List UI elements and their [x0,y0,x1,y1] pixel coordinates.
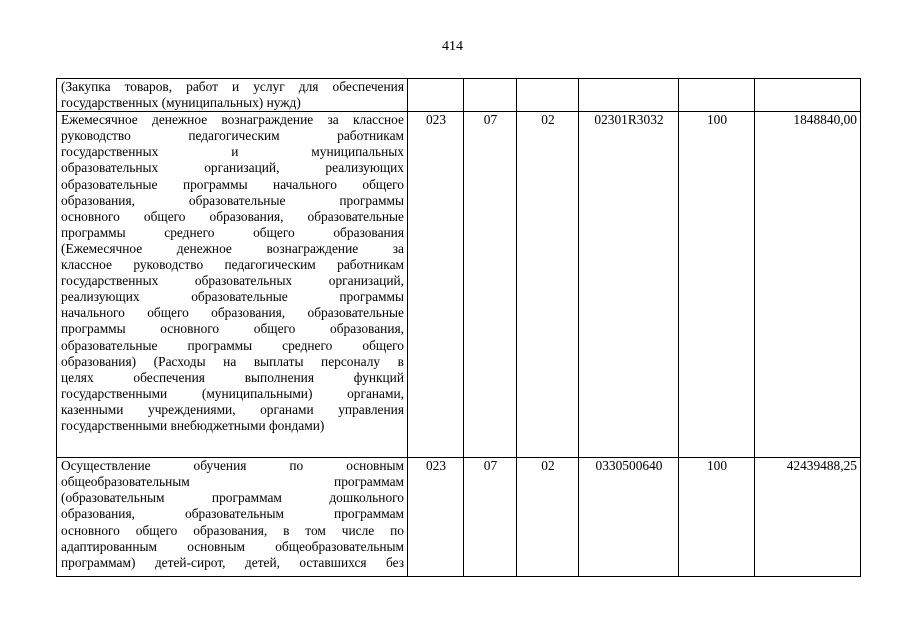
table-row [57,458,861,577]
amount-cell: 1848840,00 [755,112,861,458]
amount-cell [755,79,861,112]
description-line: целях обеспечения выполнения функций [61,369,404,385]
description-line: руководство педагогическим работникам [61,128,404,144]
section-cell: 07 [464,112,517,458]
description-cell [57,112,408,458]
description-line: государственными внебюджетными фондами) [61,417,325,433]
description-line: образования, образовательные программы [61,192,404,208]
description-cell [57,79,408,112]
description-line: основного общего образования, в том числе по [61,522,404,538]
description-line: реализующих образовательные программы [61,289,404,305]
description-line: казенными учреждениями, органами управления [61,401,404,417]
description-line: основного общего образования, образовательные [61,208,404,224]
expense-type-cell: 100 [679,458,755,577]
description-line: образовательные программы начального общего [61,176,404,192]
description-line: Ежемесячное денежное вознаграждение за классное [61,112,404,128]
description-line: Осуществление обучения по основным [61,458,404,474]
description-line: образования, образовательным программам [61,506,404,522]
description-line: начального общего образования, образовательные [61,305,404,321]
description-cell [57,458,408,577]
target-article-cell [579,79,679,112]
table-body [57,79,861,577]
section-cell: 07 [464,458,517,577]
description-line: программам) детей-сирот, детей, оставшихся без [61,554,404,570]
subsection-cell [517,79,579,112]
description-line: государственными (муниципальными) органами, [61,385,404,401]
description-line: (Ежемесячное денежное вознаграждение за [61,240,404,256]
gl-admin-cell [408,79,464,112]
gl-admin-cell: 023 [408,458,464,577]
description-line: образовательных организаций, реализующих [61,160,404,176]
description-line: адаптированным основным общеобразовательным [61,538,404,554]
page-number: 414 [442,39,463,54]
description-line: государственных (муниципальных) нужд) [61,95,301,111]
description-line: образования) (Расходы на выплаты персоналу в [61,353,404,369]
description-line: (образовательным программам дошкольного [61,490,404,506]
table-row [57,79,861,112]
description-line: общеобразовательным программам [61,474,404,490]
expense-type-cell [679,79,755,112]
budget-table [56,78,861,577]
section-cell [464,79,517,112]
description-line: программы основного общего образования, [61,321,404,337]
target-article-cell: 02301R3032 [579,112,679,458]
description-line: образовательные программы среднего общего [61,337,404,353]
subsection-cell: 02 [517,112,579,458]
description-line: программы среднего общего образования [61,224,404,240]
description-line: классное руководство педагогическим работникам [61,257,404,273]
amount-cell: 42439488,25 [755,458,861,577]
target-article-cell: 0330500640 [579,458,679,577]
description-line: государственных и муниципальных [61,144,404,160]
description-line: (Закупка товаров, работ и услуг для обеспечения [61,79,404,94]
gl-admin-cell: 023 [408,112,464,458]
expense-type-cell: 100 [679,112,755,458]
description-line: государственных образовательных организаций, [61,273,404,289]
table-row [57,112,861,458]
subsection-cell: 02 [517,458,579,577]
